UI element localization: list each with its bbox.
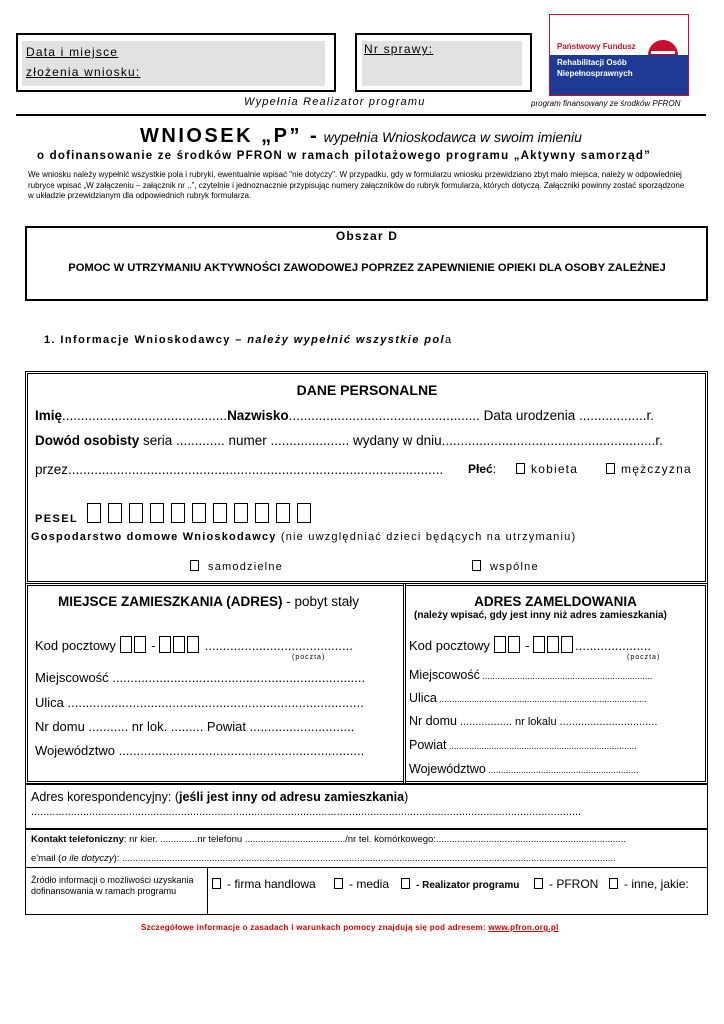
financed-by-note: program finansowany ze środków PFRON (531, 99, 681, 108)
form-title: WNIOSEK „P” - (140, 125, 320, 147)
first-name-field[interactable]: ............................................ (62, 408, 228, 423)
source-pfron-checkbox[interactable] (534, 878, 543, 889)
registration-heading: ADRES ZAMELDOWANIA (474, 594, 637, 609)
source-other-label: - inne, jakie: (624, 877, 689, 891)
pesel-digit[interactable] (108, 503, 122, 523)
pesel-digit[interactable] (276, 503, 290, 523)
pesel-digit[interactable] (171, 503, 185, 523)
residence-street-field[interactable]: Ulica .................................................................................. (35, 695, 364, 710)
independent-label: samodzielne (208, 561, 283, 573)
residence-voivodeship-field[interactable]: Województwo .................................................................... (35, 743, 365, 758)
residence-postal-label: Kod pocztowy (35, 638, 116, 653)
header-divider (16, 114, 706, 116)
source-realizer-checkbox[interactable] (401, 878, 410, 889)
last-name-field[interactable]: ................................................... (288, 408, 484, 423)
residence-post-office-field[interactable]: ......................................... (201, 638, 353, 653)
pesel-digit[interactable] (213, 503, 227, 523)
residence-post-office-label: (poczta) (292, 654, 326, 661)
pesel-boxes[interactable] (87, 503, 318, 523)
household-note: (nie uwzględniać dzieci będących na utrzymaniu) (276, 531, 577, 543)
pesel-digit[interactable] (255, 503, 269, 523)
sex-label: Płeć (468, 462, 493, 476)
registration-postal-field[interactable]: - (494, 638, 576, 653)
birth-date-field[interactable]: Data urodzenia ..................r. (483, 408, 654, 423)
correspondence-label-bold: jeśli jest inny od adresu zamieszkania (179, 790, 405, 804)
registration-street-field[interactable]: ................................................................................... (436, 694, 647, 704)
pfron-text-3: Niepełnosprawnych (557, 69, 633, 78)
shared-checkbox[interactable] (472, 560, 481, 571)
registration-voivodeship-field[interactable]: ............................................................ (485, 765, 639, 775)
case-label: Nr sprawy: (364, 42, 434, 56)
form-title-suffix: wypełnia Wnioskodawca w swoim imieniu (323, 129, 582, 145)
source-media-checkbox[interactable] (334, 878, 343, 889)
residence-house-field[interactable]: Nr domu ........... nr lok. ......... Powiat ............................. (35, 719, 355, 734)
last-name-label: Nazwisko (227, 408, 289, 423)
registration-street-label: Ulica (409, 691, 437, 705)
male-checkbox[interactable] (606, 463, 615, 474)
male-label: mężczyzna (621, 462, 692, 476)
registration-note: (należy wpisać, gdy jest inny niż adres zamieszkania) (414, 610, 667, 621)
residence-city-field[interactable]: Miejscowość ...................................................................... (35, 670, 366, 685)
registration-district-label: Powiat (409, 738, 447, 752)
pfron-logo (549, 14, 689, 96)
id-card-label: Dowód osobisty (35, 433, 140, 448)
section-heading-end: a (444, 334, 453, 346)
phone-label: Kontakt telefoniczny (31, 834, 124, 845)
form-instructions: We wniosku należy wypełnić wszystkie pola i rubryki, ewentualnie wpisać "nie dotyczy". W przypadku, gdy w formularzu wniosku przewidziano zbyt mało miejsca, należy w odpowiedniej rubryce wpisać „W załączeniu – załącznik nr ..”, czytelnie i jednoznacznie przypisując numery załączników do rubryk formularza, których dotyczą. Załączniki powinny zostać sporządzone w układzie przewidzianym dla odpowiednich rubryk formularza. (28, 170, 685, 200)
first-name-label: Imię (35, 408, 63, 423)
contact-divider (25, 867, 708, 868)
registration-city-field[interactable]: .................................................................... (479, 671, 653, 681)
section-heading-italic: należy wypełnić wszystkie pol (247, 334, 445, 346)
footer-text: Szczegółowe informacje o zasadach i warunkach pomocy znajdują się pod adresem: (141, 923, 486, 932)
pfron-circle-icon (646, 38, 680, 72)
residence-heading: MIEJSCE ZAMIESZKANIA (ADRES) (58, 594, 283, 609)
residence-heading-suffix: - pobyt stały (282, 594, 360, 609)
form-subtitle: o dofinansowanie ze środków PFRON w ramach pilotażowego programu „Aktywny samorząd” (37, 150, 651, 162)
email-field[interactable]: ): ........................................................................................................................................................................................... (113, 853, 616, 864)
correspondence-label-end: ) (404, 790, 409, 804)
household-label: Gospodarstwo domowe Wnioskodawcy (31, 531, 277, 543)
female-checkbox[interactable] (516, 463, 525, 474)
pfron-text-2: Rehabilitacji Osób (557, 58, 627, 67)
registration-house-field[interactable]: ................. nr lokalu ................................ (456, 716, 658, 728)
source-label: Źródło informacji o możliwości uzyskania dofinansowania w ramach programu (31, 875, 194, 896)
date-label-1: Data i miejsce (26, 45, 119, 59)
registration-post-office-label: (poczta) (627, 654, 661, 661)
footer-link[interactable]: www.pfron.org.pl (488, 923, 559, 932)
area-name: Obszar D (335, 229, 399, 243)
pesel-label: PESEL (35, 513, 79, 525)
date-label-2: złożenia wniosku: (26, 65, 141, 79)
registration-house-label: Nr domu (409, 714, 457, 728)
registration-post-office-field[interactable]: ..................... (575, 638, 651, 653)
filled-by-note: Wypełnia Realizator programu (244, 96, 426, 108)
issued-by-field[interactable]: przez.................................................................................................... (35, 462, 444, 477)
shared-label: wspólne (490, 561, 539, 573)
id-card-field[interactable]: seria ............. numer ..................... wydany w dniu.........................................................r. (139, 433, 663, 448)
pesel-digit[interactable] (150, 503, 164, 523)
section-heading: 1. Informacje Wnioskodawcy – (44, 334, 243, 346)
female-label: kobieta (531, 462, 579, 476)
registration-district-field[interactable]: ........................................................................... (446, 741, 637, 751)
pesel-digit[interactable] (192, 503, 206, 523)
source-shop-label: - firma handlowa (227, 877, 316, 891)
residence-postal-field[interactable]: - (120, 638, 202, 653)
source-shop-checkbox[interactable] (212, 878, 221, 889)
source-realizer-label: - Realizator programu (416, 880, 520, 891)
personal-heading: DANE PERSONALNE (296, 382, 438, 398)
source-pfron-label: - PFRON (549, 877, 599, 891)
independent-checkbox[interactable] (190, 560, 199, 571)
personal-data-box (25, 371, 708, 584)
pfron-text-1: Państwowy Fundusz (557, 42, 636, 51)
registration-voivodeship-label: Województwo (409, 762, 486, 776)
correspondence-label: Adres korespondencyjny: ( (31, 790, 179, 804)
registration-city-label: Miejscowość (409, 668, 480, 682)
pesel-digit[interactable] (87, 503, 101, 523)
source-media-label: - media (349, 877, 390, 891)
pesel-digit[interactable] (234, 503, 248, 523)
correspondence-field[interactable]: .................................................................................................................................................................................... (31, 806, 582, 818)
source-divider (207, 867, 208, 915)
source-other-checkbox[interactable] (609, 878, 618, 889)
pesel-digit[interactable] (297, 503, 311, 523)
phone-field[interactable]: : nr kier. ..............nr telefonu ....................................../nr tel. komórkowego:........................................................................ (123, 834, 626, 845)
pesel-digit[interactable] (129, 503, 143, 523)
email-label-italic: o ile dotyczy (61, 853, 114, 864)
area-description: POMOC W UTRZYMANIU AKTYWNOŚCI ZAWODOWEJ POPRZEZ ZAPEWNIENIE OPIEKI DLA OSOBY ZALEŻNEJ (68, 262, 666, 274)
registration-postal-label: Kod pocztowy (409, 638, 490, 653)
email-label: e'mail ( (31, 853, 62, 864)
